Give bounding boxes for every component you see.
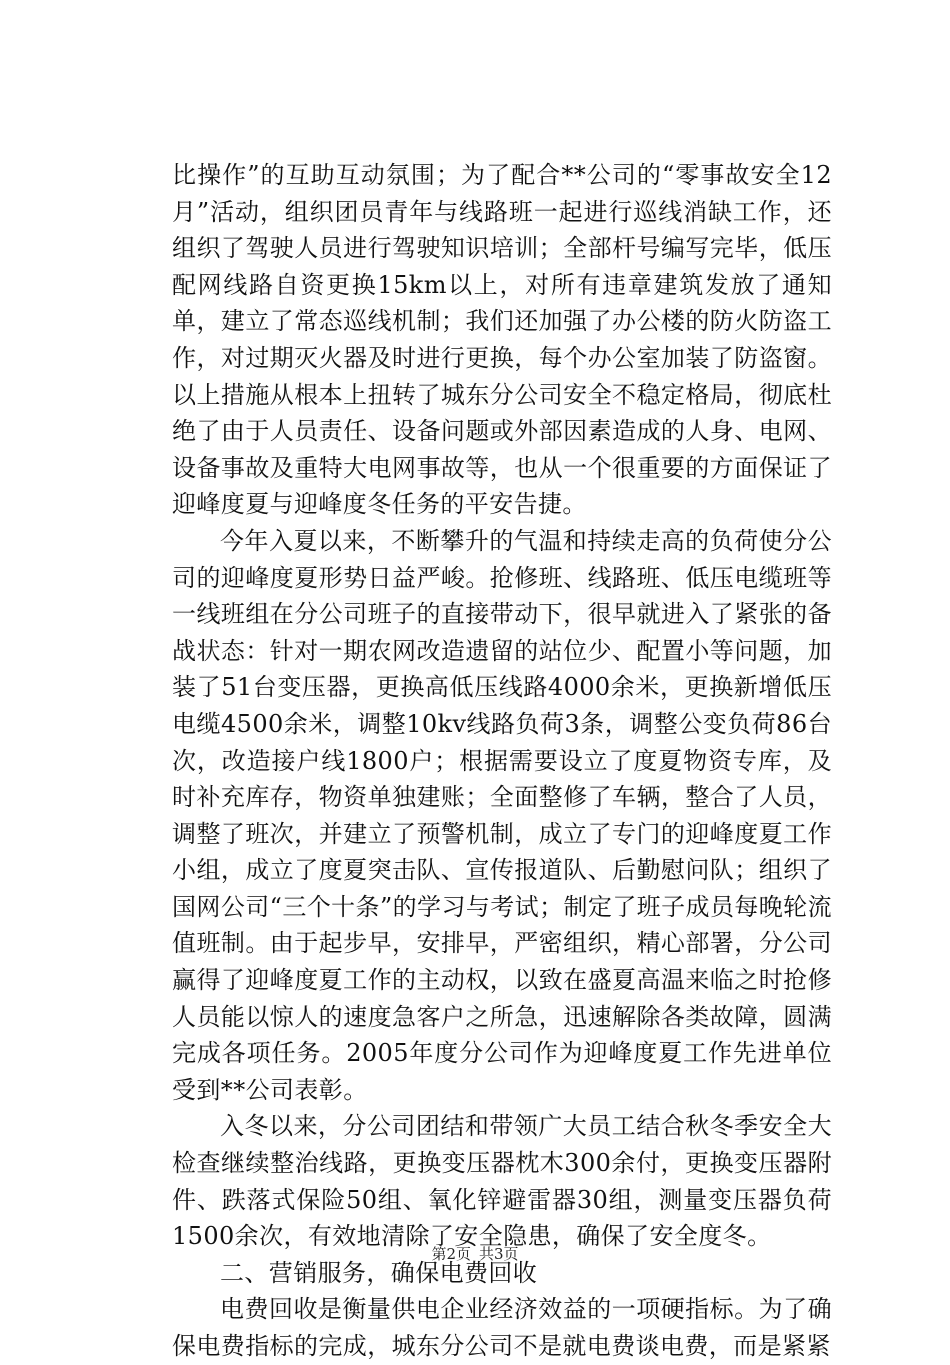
paragraph-safety-measures: 比操作”的互助互动氛围；为了配合**公司的“零事故安全12月”活动，组织团员青年与线路班一起进行巡线消缺工作，还组织了驾驶人员进行驾驶知识培训；全部杆号编写完毕，低压配网线路自资更换15km以上，对所有违章建筑发放了通知单，建立了常态巡线机制；我们还加强了办公楼的防火防盗工作，对过期灭火器及时进行更换，每个办公室加装了防盗窗。以上措施从根本上扭转了城东分公司安全不稳定格局，彻底杜绝了由于人员责任、设备问题或外部因素造成的人身、电网、设备事故及重特大电网事故等，也从一个很重要的方面保证了迎峰度夏与迎峰度冬任务的平安告捷。 <box>172 161 832 519</box>
paragraph-winter-work: 入冬以来，分公司团结和带领广大员工结合秋冬季安全大检查继续整治线路，更换变压器枕木300余付，更换变压器附件、跌落式保险50组、氧化锌避雷器30组，测量变压器负荷1500余次，有效地清除了安全隐患，确保了安全度冬。 <box>172 1112 832 1251</box>
page-total: 共3页 <box>479 1245 519 1263</box>
document-body <box>172 157 832 1365</box>
section-heading-marketing: 二、营销服务，确保电费回收 <box>220 1258 538 1287</box>
page-footer <box>0 1244 950 1264</box>
paragraph-fee-recovery: 电费回收是衡量供电企业经济效益的一项硬指标。为了确保电费指标的完成，城东分公司不是就电费谈电费，而是紧紧 <box>172 1295 832 1360</box>
page-number: 第2页 <box>431 1245 471 1263</box>
paragraph-summer-peak: 今年入夏以来，不断攀升的气温和持续走高的负荷使分公司的迎峰度夏形势日益严峻。抢修班、线路班、低压电缆班等一线班组在分公司班子的直接带动下，很早就进入了紧张的备战状态：针对一期农网改造遗留的站位少、配置小等问题，加装了51台变压器，更换高低压线路4000余米，更换新增低压电缆4500余米，调整10kv线路负荷3条，调整公变负荷86台次，改造接户线1800户；根据需要设立了度夏物资专库，及时补充库存，物资单独建账；全面整修了车辆，整合了人员，调整了班次，并建立了预警机制，成立了专门的迎峰度夏工作小组，成立了度夏突击队、宣传报道队、后勤慰问队；组织了国网公司“三个十条”的学习与考试；制定了班子成员每晚轮流值班制。由于起步早，安排早，严密组织，精心部署，分公司赢得了迎峰度夏工作的主动权，以致在盛夏高温来临之时抢修人员能以惊人的速度急客户之所急，迅速解除各类故障，圆满完成各项任务。2005年度分公司作为迎峰度夏工作先进单位受到**公司表彰。 <box>172 526 832 1104</box>
